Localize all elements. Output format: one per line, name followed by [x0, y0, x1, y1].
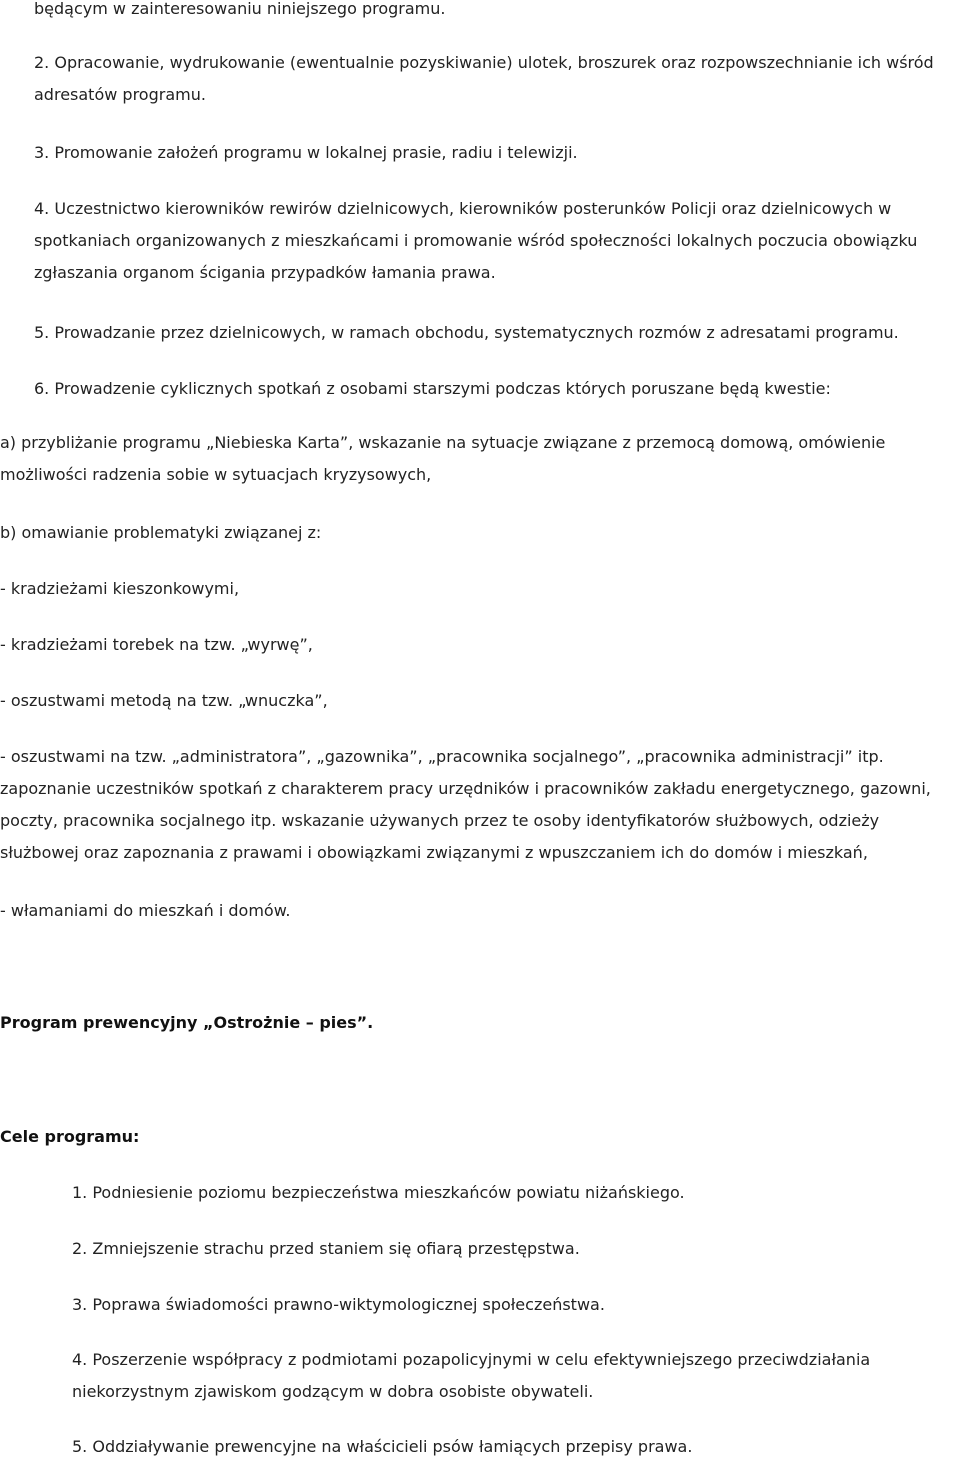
goals-heading: Cele programu:: [0, 1127, 140, 1146]
list-item-5: 5. Prowadzanie przez dzielnicowych, w ramach obchodu, systematycznych rozmów z adresatami programu.: [34, 323, 899, 342]
goal-item-4: 4. Poszerzenie współpracy z podmiotami pozapolicyjnymi w celu efektywniejszego przeciwdziałania niekorzystnym zjawiskom godzącym w dobra osobiste obywateli.: [72, 1350, 871, 1401]
point-a: a) przybliżanie programu „Niebieska Karta”, wskazanie na sytuacje związane z przemocą domową, omówienie możliwości radzenia sobie w sytuacjach kryzysowych,: [0, 433, 886, 484]
goal-item-2: 2. Zmniejszenie strachu przed staniem się ofiarą przestępstwa.: [72, 1239, 580, 1258]
list-item-3: 3. Promowanie założeń programu w lokalnej prasie, radiu i telewizji.: [34, 143, 578, 162]
dash-item-burglary: - włamaniami do mieszkań i domów.: [0, 901, 291, 920]
goal-item-5: 5. Oddziaływanie prewencyjne na właścicieli psów łamiących przepisy prawa.: [72, 1437, 693, 1456]
intro-tail-line: będącym w zainteresowaniu niniejszego programu.: [34, 0, 446, 18]
dash-item-bag-snatching: - kradzieżami torebek na tzw. „wyrwę”,: [0, 635, 313, 654]
goal-item-1: 1. Podniesienie poziomu bezpieczeństwa mieszkańców powiatu niżańskiego.: [72, 1183, 685, 1202]
program-title: Program prewencyjny „Ostrożnie – pies”.: [0, 1013, 374, 1032]
point-b: b) omawianie problematyki związanej z:: [0, 523, 322, 542]
dash-item-pickpocketing: - kradzieżami kieszonkowymi,: [0, 579, 240, 598]
list-item-6: 6. Prowadzenie cyklicznych spotkań z osobami starszymi podczas których poruszane będą kwestie:: [34, 379, 831, 398]
list-item-4: 4. Uczestnictwo kierowników rewirów dzielnicowych, kierowników posterunków Policji oraz dzielnicowych w spotkaniach organizowanych z mieszkańcami i promowanie wśród społeczności lokalnych poczucia obowiązku zgłaszania organom ścigania przypadków łamania prawa.: [34, 199, 918, 282]
dash-item-impersonation-scam: - oszustwami na tzw. „administratora”, „gazownika”, „pracownika socjalnego”, „pracownika administracji” itp. zapoznanie uczestników spotkań z charakterem pracy urzędników i pracowników zakładu energetycznego, gazowni, poczty, pracownika socjalnego itp. wskazanie używanych przez te osoby identyfikatorów służbowych, odzieży służbowej oraz zapoznania z prawami i obowiązkami związanymi z wpuszczaniem ich do domów i mieszkań,: [0, 747, 931, 862]
dash-item-grandchild-scam: - oszustwami metodą na tzw. „wnuczka”,: [0, 691, 328, 710]
list-item-2: 2. Opracowanie, wydrukowanie (ewentualnie pozyskiwanie) ulotek, broszurek oraz rozpowszechnianie ich wśród adresatów programu.: [34, 53, 934, 104]
goal-item-3: 3. Poprawa świadomości prawno-wiktymologicznej społeczeństwa.: [72, 1295, 605, 1314]
